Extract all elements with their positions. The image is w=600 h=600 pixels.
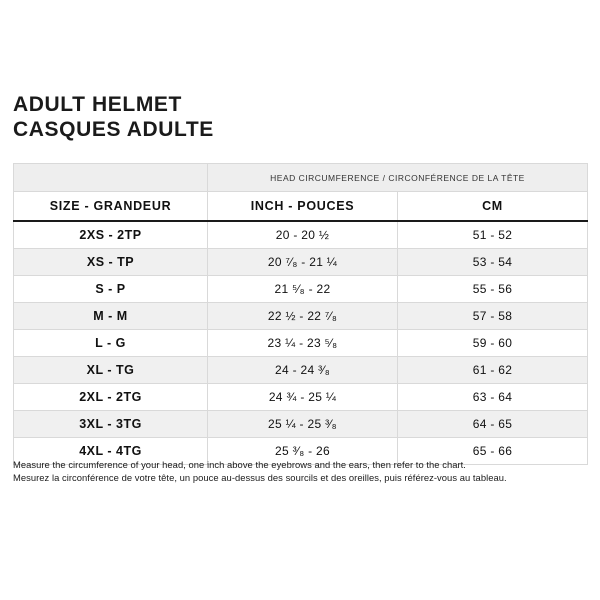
column-header-size: SIZE - GRANDEUR	[14, 192, 208, 222]
table-row	[14, 357, 588, 384]
cell-inch: 24 - 24 ³⁄₈	[208, 357, 398, 384]
cell-size: 4XL - 4TG	[14, 438, 208, 465]
cell-cm: 64 - 65	[398, 411, 588, 438]
cell-cm: 57 - 58	[398, 303, 588, 330]
column-header-cm: CM	[398, 192, 588, 222]
cell-size: XL - TG	[14, 357, 208, 384]
table-row	[14, 303, 588, 330]
table-group-header-row	[14, 164, 588, 192]
measurement-notes	[13, 458, 589, 484]
cell-inch: 23 ¼ - 23 ⁵⁄₈	[208, 330, 398, 357]
table-row	[14, 330, 588, 357]
note-english: Measure the circumference of your head, one inch above the eyebrows and the ears, then refer to the chart.	[13, 459, 466, 470]
cell-size: 2XL - 2TG	[14, 384, 208, 411]
cell-inch: 20 - 20 ½	[208, 221, 398, 249]
page-title	[13, 92, 214, 142]
cell-cm: 63 - 64	[398, 384, 588, 411]
cell-cm: 65 - 66	[398, 438, 588, 465]
head-circumference-header: HEAD CIRCUMFERENCE / CIRCONFÉRENCE DE LA TÊTE	[208, 164, 588, 192]
size-chart-table	[13, 163, 588, 465]
empty-corner-cell	[14, 164, 208, 192]
cell-inch: 25 ³⁄₈ - 26	[208, 438, 398, 465]
cell-inch: 21 ⁵⁄₈ - 22	[208, 276, 398, 303]
cell-size: M - M	[14, 303, 208, 330]
cell-cm: 51 - 52	[398, 221, 588, 249]
cell-size: S - P	[14, 276, 208, 303]
cell-inch: 24 ¾ - 25 ¼	[208, 384, 398, 411]
cell-cm: 55 - 56	[398, 276, 588, 303]
cell-inch: 25 ¼ - 25 ³⁄₈	[208, 411, 398, 438]
cell-size: 2XS - 2TP	[14, 221, 208, 249]
cell-cm: 59 - 60	[398, 330, 588, 357]
note-french: Mesurez la circonférence de votre tête, un pouce au-dessus des sourcils et des oreilles, puis référez-vous au tableau.	[13, 472, 507, 483]
cell-size: XS - TP	[14, 249, 208, 276]
title-english: ADULT HELMET	[13, 93, 182, 116]
table-row	[14, 384, 588, 411]
cell-inch: 22 ½ - 22 ⁷⁄₈	[208, 303, 398, 330]
table-column-header-row	[14, 192, 588, 222]
cell-cm: 61 - 62	[398, 357, 588, 384]
table-row	[14, 249, 588, 276]
cell-size: L - G	[14, 330, 208, 357]
table-row	[14, 276, 588, 303]
cell-size: 3XL - 3TG	[14, 411, 208, 438]
column-header-inch: INCH - POUCES	[208, 192, 398, 222]
table-row	[14, 411, 588, 438]
title-french: CASQUES ADULTE	[13, 118, 214, 141]
table-row	[14, 221, 588, 249]
cell-cm: 53 - 54	[398, 249, 588, 276]
cell-inch: 20 ⁷⁄₈ - 21 ¼	[208, 249, 398, 276]
